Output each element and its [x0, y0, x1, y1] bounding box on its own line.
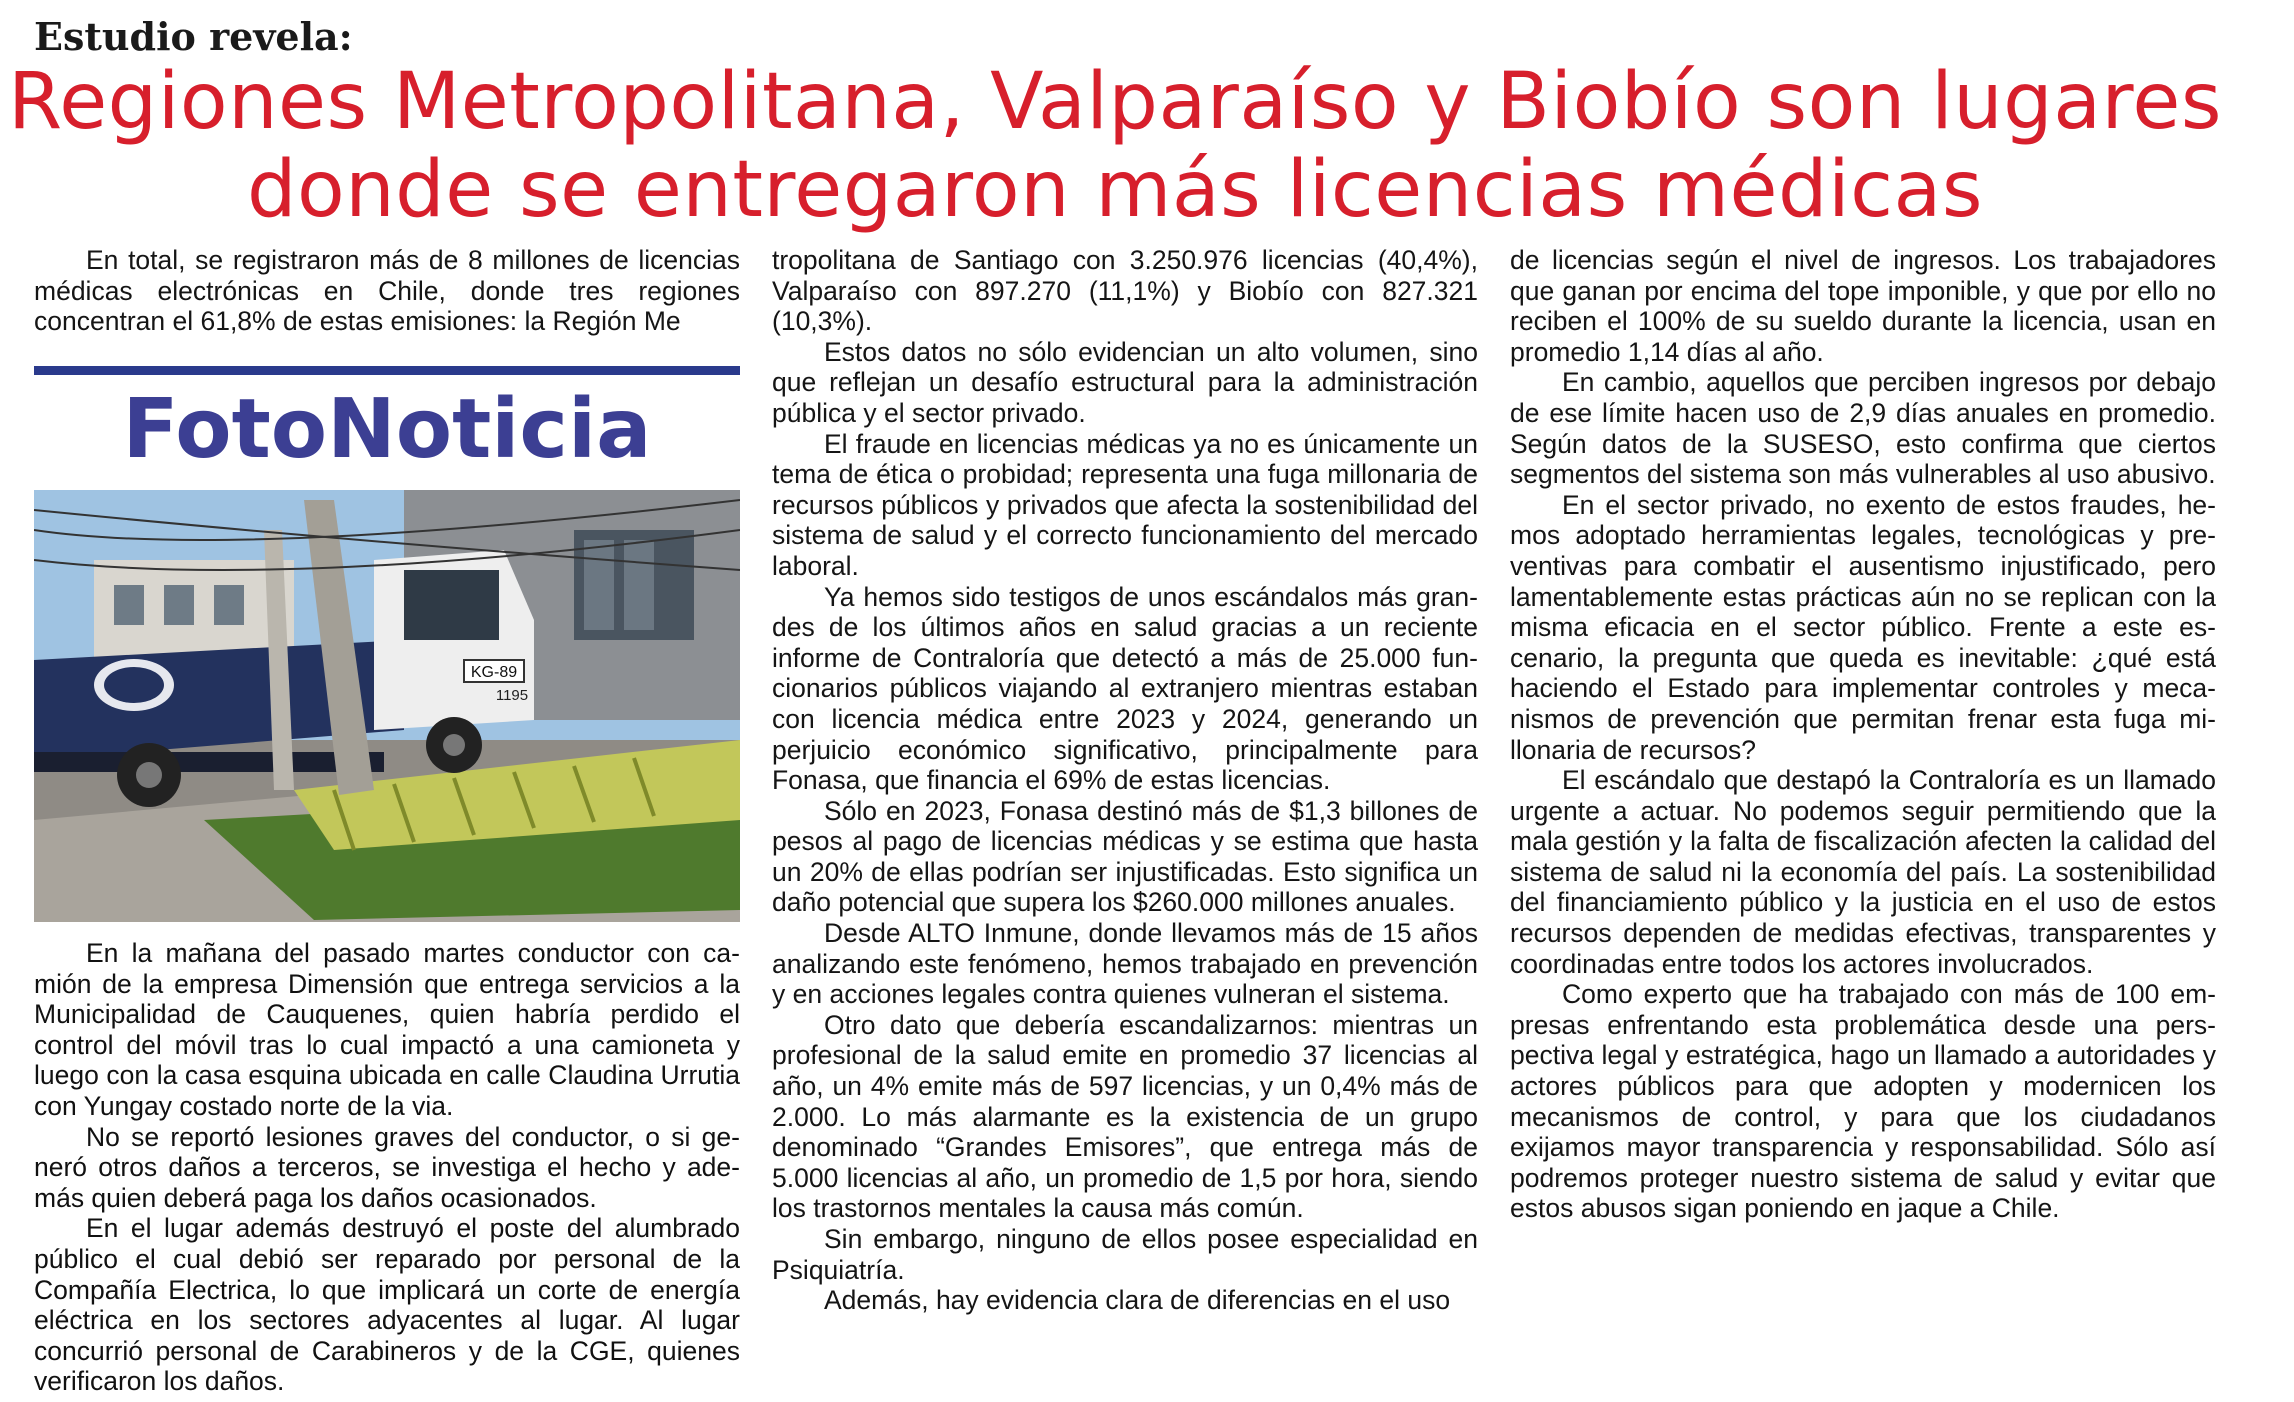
svg-text:KG-89: KG-89 [470, 664, 518, 681]
article-paragraph: Sólo en 2023, Fonasa destinó más de $1,3 billones de pesos al pago de licencias médicas y se estima que hasta un 20% de ellas podrían ser injustificadas. Esto significa un daño potencial que supera los $260.000 millones anuales. [772, 795, 1478, 918]
foto-paragraph: En el lugar además destruyó el poste del alumbrado público el cual debió ser reparado por personal de la Compañía Electrica, lo que implicará un corte de energía eléctrica en los sectores adyacentes al lugar. Al lugar concurrió personal de Carabineros y de la CGE, quienes verificaron los daños. [34, 1213, 740, 1397]
news-photo [34, 490, 740, 922]
foto-noticia-title: FotoNoticia [122, 382, 652, 477]
section-divider [34, 366, 740, 375]
column-1-intro [34, 245, 740, 337]
article-paragraph: El escándalo que destapó la Contraloría es un llamado urgente a actuar. No podemos seguir permitiendo que la mala gestión y la falta de fiscalización afecten la calidad del sistema de salud ni la economía del país. La sostenibilidad del financiamiento público y la justicia en el uso de estos recursos dependen de medidas efectivas, transparentes y coordinadas entre todos los actores involucrados. [1510, 765, 2216, 979]
headline-line-1: Regiones Metropolitana, Valparaíso y Biobío son lugares [8, 57, 2222, 147]
intro-paragraph: En total, se registraron más de 8 millones de licencias médicas electrónicas en Chile, donde tres regiones concentran el 61,8% de estas emisiones: la Región Me [34, 245, 740, 337]
headline-line-2: donde se entregaron más licencias médicas [247, 145, 1983, 235]
article-paragraph: Sin embargo, ninguno de ellos posee especialidad en Psiquiatría. [772, 1224, 1478, 1285]
article-paragraph: Como experto que ha trabajado con más de 100 empresas enfrentando esta problemática desde una perspectiva legal y estratégica, hago un llamado a autoridades y actores públicos para que adopten y modernicen los mecanismos de control, y para que los ciudadanos exijamos mayor transparencia y responsabilidad. Sólo así podremos proteger nuestro sistema de salud y evitar que estos abusos sigan poniendo en jaque a Chile. [1510, 979, 2216, 1224]
article-paragraph: En cambio, aquellos que perciben ingresos por debajo de ese límite hacen uso de 2,9 días anuales en promedio. Según datos de la SUSESO, esto confirma que ciertos segmentos del sistema son más vulnerables al uso abusivo. [1510, 367, 2216, 490]
article-paragraph: Ya hemos sido testigos de unos escándalos más grandes de los últimos años en salud gracias a un reciente informe de Contraloría que detectó a más de 25.000 funcionarios públicos viajando al extranjero mientras estaban con licencia médica entre 2023 y 2024, generando un perjuicio económico significativo, principalmente para Fonasa, que financia el 69% de estas licencias. [772, 581, 1478, 796]
foto-paragraph: No se reportó lesiones graves del conductor, o si generó otros daños a terceros, se investiga el hecho y además quien deberá paga los daños ocasionados. [34, 1121, 740, 1213]
article-paragraph: Otro dato que debería escandalizarnos: mientras un profesional de la salud emite en promedio 37 licencias al año, un 4% emite más de 597 licencias, y un 0,4% más de 2.000. Lo más alarmante es la existencia de un grupo denominado “Grandes Emisores”, que entrega más de 5.000 licencias al año, un promedio de 1,5 por hora, siendo los trastornos mentales la causa más común. [772, 1009, 1478, 1224]
article-paragraph: tropolitana de Santiago con 3.250.976 licencias (40,4%), Valparaíso con 897.270 (11,1%) y Biobío con 827.321 (10,3%). [772, 245, 1478, 337]
article-paragraph: Desde ALTO Inmune, donde llevamos más de 15 años analizando este fenómeno, hemos trabajado en prevención y en acciones legales contra quienes vulneran el sistema. [772, 918, 1478, 1010]
kicker: Estudio revela: [34, 14, 353, 59]
news-photo-illustration [34, 490, 740, 922]
column-3 [1510, 245, 2216, 1224]
article-paragraph: El fraude en licencias médicas ya no es únicamente un tema de ética o probidad; representa una fuga millonaria de recursos públicos y privados que afecta la sostenibilidad del sistema de salud y el correcto funcionamiento del mercado laboral. [772, 428, 1478, 581]
column-2 [772, 245, 1478, 1316]
article-paragraph: En el sector privado, no exento de estos fraudes, hemos adoptado herramientas legales, tecnológicas y preventivas para combatir el ausentismo injustificado, pero lamentablemente estas prácticas aún no se replican con la misma eficacia en el sector público. Frente a este escenario, la pregunta que queda es inevitable: ¿qué está haciendo el Estado para implementar controles y mecanismos de prevención que permitan frenar esta fuga millonaria de recursos? [1510, 489, 2216, 765]
article-paragraph: de licencias según el nivel de ingresos. Los trabajadores que ganan por encima del tope imponible, y que por ello no reciben el 100% de su sueldo durante la licencia, usan en promedio 1,14 días al año. [1510, 245, 2216, 367]
article-paragraph: Estos datos no sólo evidencian un alto volumen, sino que reflejan un desafío estructural para la administración pública y el sector privado. [772, 336, 1478, 428]
svg-text:1195: 1195 [495, 687, 529, 704]
headline [0, 58, 2230, 234]
article-paragraph: Además, hay evidencia clara de diferencias en el uso [824, 1285, 1451, 1316]
foto-paragraph: En la mañana del pasado martes conductor con camión de la empresa Dimensión que entrega servicios a la Municipalidad de Cauquenes, quien habría perdido el control del móvil tras lo cual impactó a una camioneta y luego con la casa esquina ubicada en calle Claudina Urrutia con Yungay costado norte de la via. [34, 938, 740, 1121]
foto-noticia-body [34, 938, 740, 1397]
